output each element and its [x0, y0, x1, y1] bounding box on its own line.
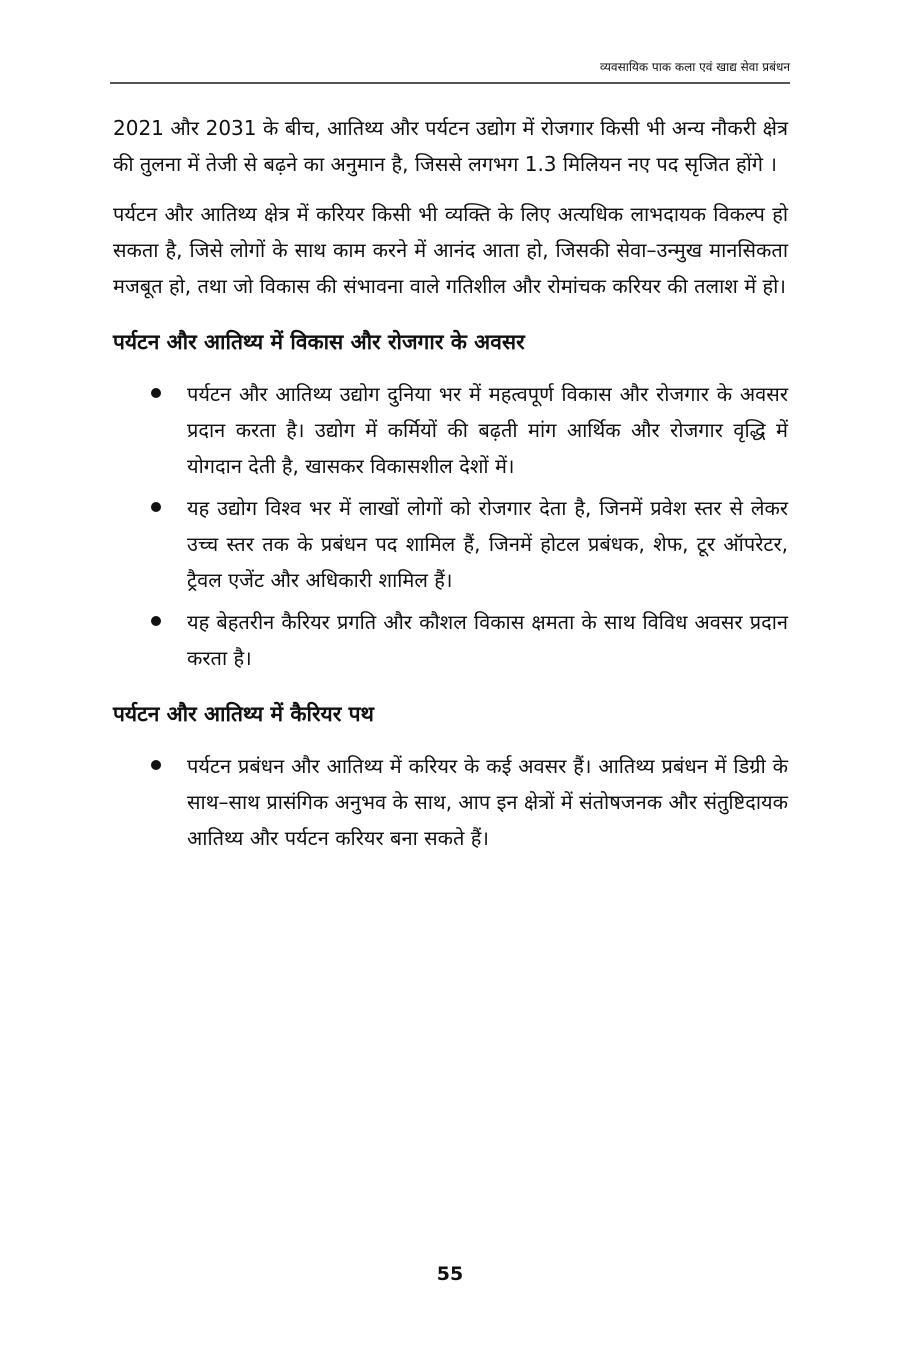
list-item-text: पर्यटन प्रबंधन और आतिथ्य में करियर के कई अवसर हैं। आतिथ्य प्रबंधन में डिग्री के साथ–साथ प्रासंगिक अनुभव के साथ, आप इन क्षेत्रों में संतोषजनक और संतुष्टिदायक आतिथ्य और पर्यटन करियर बना सकते हैं। — [187, 754, 788, 850]
list-item — [113, 748, 788, 856]
bullet-icon — [151, 616, 161, 626]
list-item — [113, 376, 788, 484]
bullet-icon — [151, 388, 161, 398]
list-item-text: यह बेहतरीन कैरियर प्रगति और कौशल विकास क्षमता के साथ विविध अवसर प्रदान करता है। — [187, 610, 788, 670]
page-body — [113, 110, 788, 862]
bullet-icon — [151, 760, 161, 770]
career-path-bullet-list — [113, 748, 788, 856]
page-number: 55 — [436, 1263, 464, 1285]
list-item-text: यह उद्योग विश्व भर में लाखों लोगों को रोजगार देता है, जिनमें प्रवेश स्तर से लेकर उच्च स्तर तक के प्रबंधन पद शामिल हैं, जिनमें होटल प्रबंधक, शेफ, टूर ऑपरेटर, ट्रैवल एजेंट और अधिकारी शामिल हैं। — [187, 496, 788, 592]
list-item — [113, 490, 788, 598]
growth-bullet-list — [113, 376, 788, 676]
list-item-text: पर्यटन और आतिथ्य उद्योग दुनिया भर में महत्वपूर्ण विकास और रोजगार के अवसर प्रदान करता है। उद्योग में कर्मियों की बढ़ती मांग आर्थिक और रोजगार वृद्धि में योगदान देती है, खासकर विकासशील देशों में। — [187, 382, 788, 478]
bullet-icon — [151, 502, 161, 512]
career-paragraph: पर्यटन और आतिथ्य क्षेत्र में करियर किसी भी व्यक्ति के लिए अत्यधिक लाभदायक विकल्प हो सकता है, जिसे लोगों के साथ काम करने में आनंद आता हो, जिसकी सेवा–उन्मुख मानसिकता मजबूत हो, तथा जो विकास की संभावना वाले गतिशील और रोमांचक करियर की तलाश में हो। — [113, 202, 788, 298]
list-item — [113, 604, 788, 676]
section-heading-career-path: पर्यटन और आतिथ्य में कैरियर पथ — [113, 702, 374, 726]
intro-paragraph: 2021 और 2031 के बीच, आतिथ्य और पर्यटन उद्योग में रोजगार किसी भी अन्य नौकरी क्षेत्र की तुलना में तेजी से बढ़ने का अनुमान है, जिससे लगभग 1.3 मिलियन नए पद सृजित होंगे । — [113, 116, 788, 176]
section-heading-growth: पर्यटन और आतिथ्य में विकास और रोजगार के अवसर — [113, 330, 525, 354]
running-header: व्यवसायिक पाक कला एवं खाद्य सेवा प्रबंधन — [110, 58, 790, 84]
